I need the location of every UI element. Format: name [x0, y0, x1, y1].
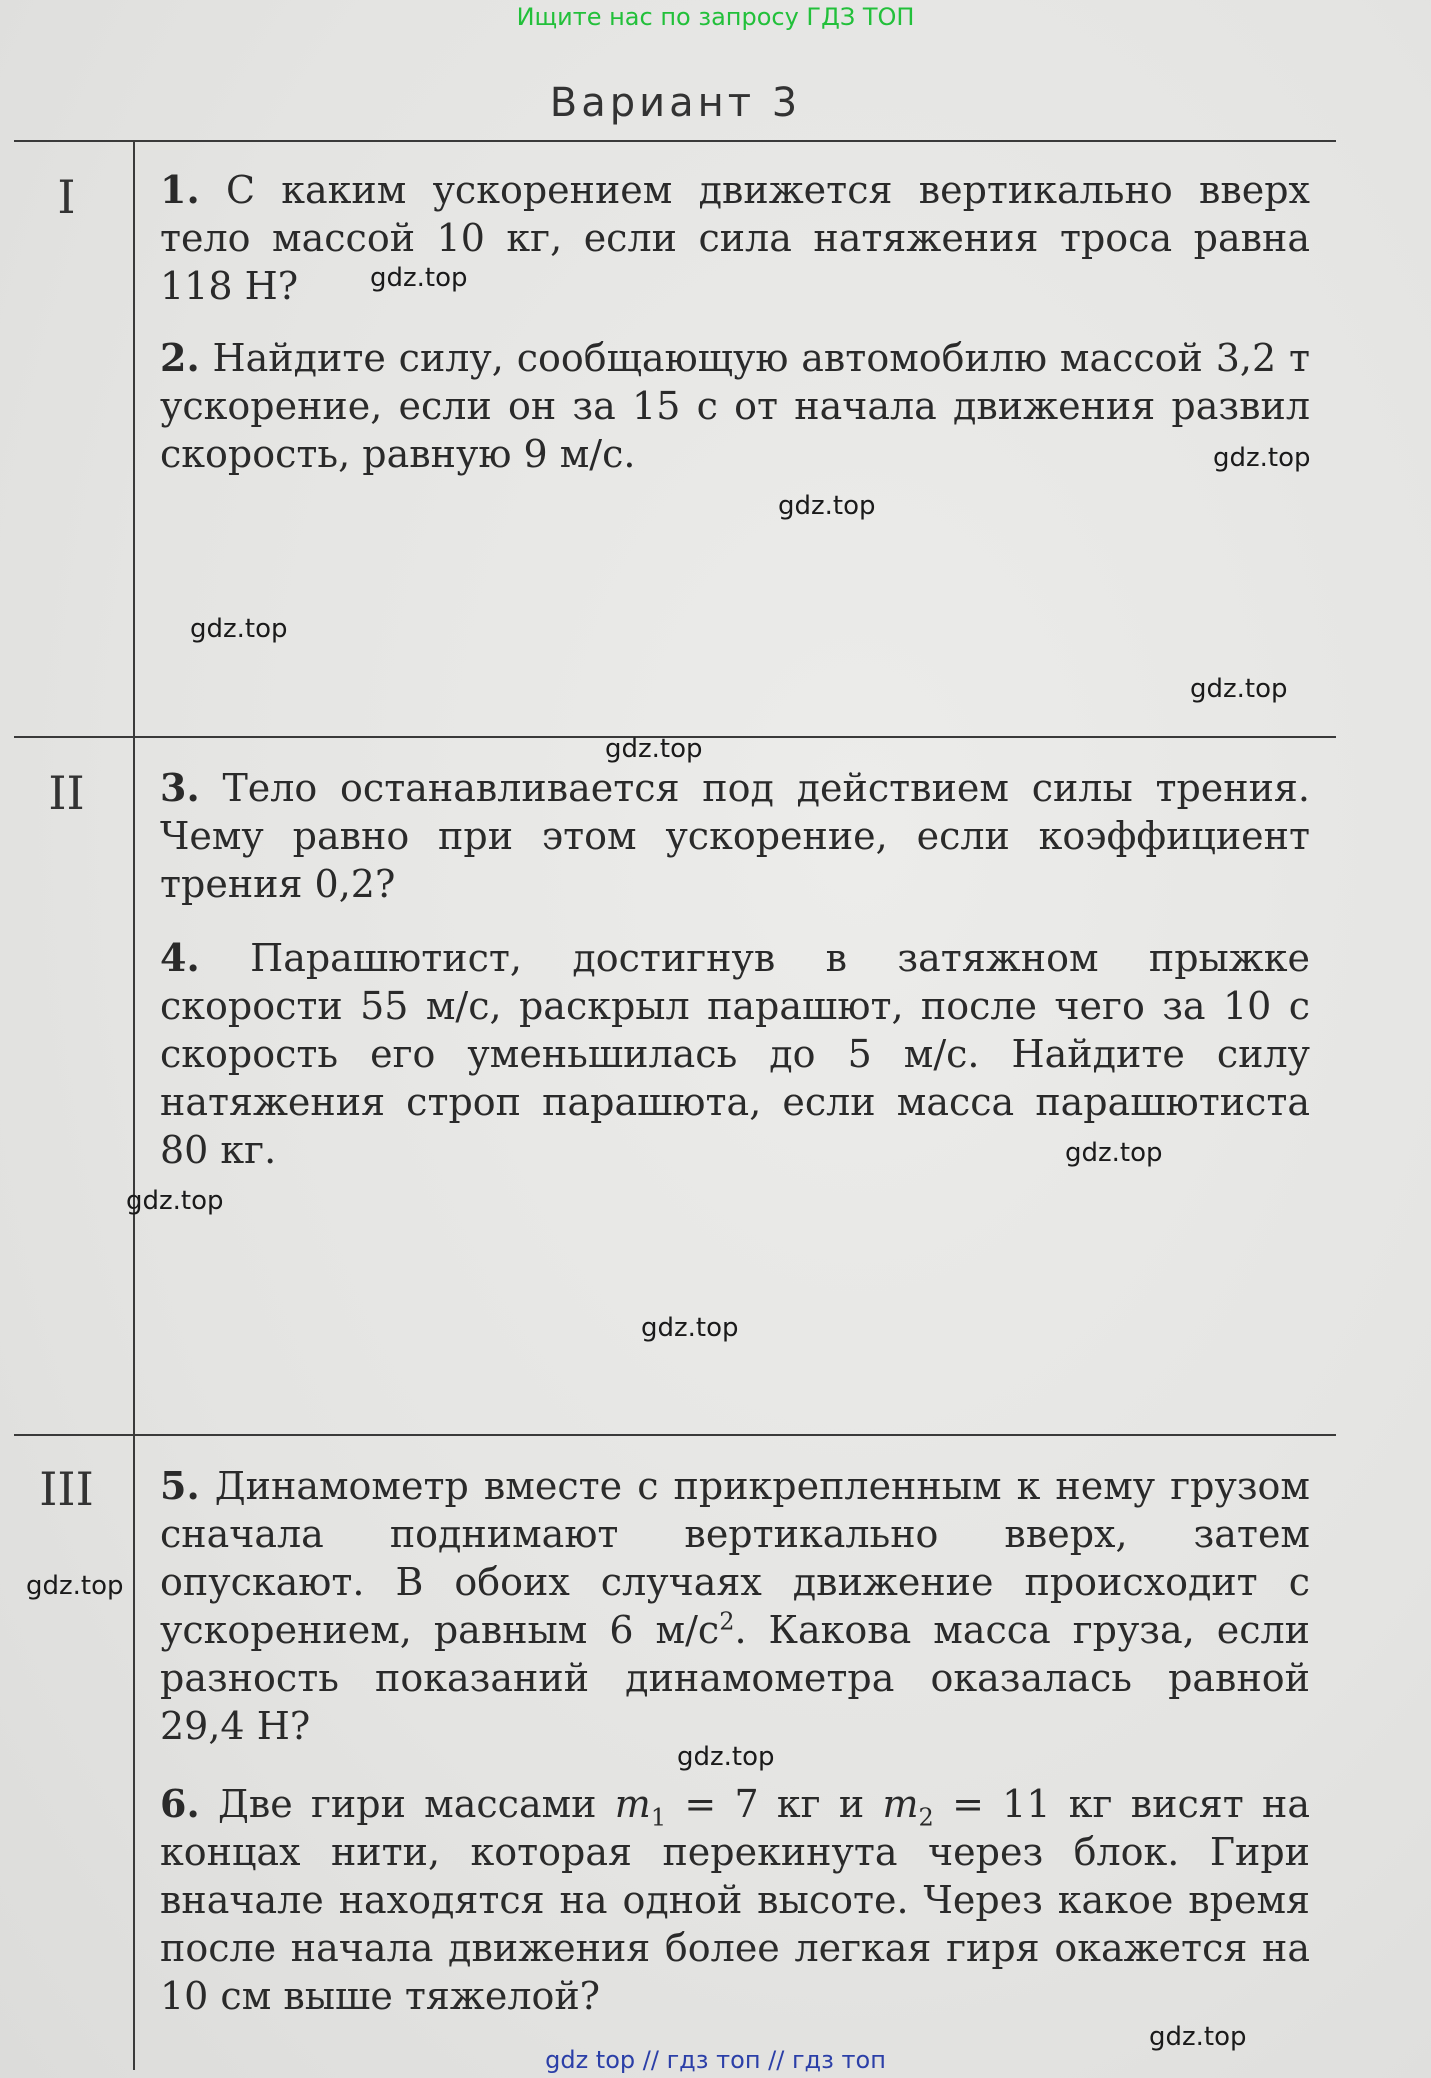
- task-superscript: 2: [719, 1607, 735, 1636]
- section-divider-2: [14, 1434, 1336, 1436]
- bottom-banner: gdz top // гдз топ // гдз топ: [545, 2046, 886, 2074]
- task-3: [160, 764, 1310, 908]
- task-number: 6.: [160, 1781, 200, 1826]
- task-5: [160, 1462, 1310, 1750]
- watermark: gdz.top: [190, 614, 288, 644]
- task-number: 1.: [160, 167, 200, 212]
- mass-symbol-1: m: [614, 1782, 651, 1826]
- mass-subscript-2: 2: [918, 1803, 934, 1832]
- watermark: gdz.top: [1190, 674, 1288, 704]
- task-1: [160, 166, 1310, 310]
- task-number: 2.: [160, 335, 200, 380]
- task-text-after: . Какова масса груза, если разность показаний динамометра оказалась равной 29,4 Н?: [160, 1608, 1311, 1748]
- watermark: gdz.top: [1065, 1138, 1163, 1168]
- task-text: Тело останавливается под действием силы трения. Чему равно при этом ускорение, если коэффициент трения 0,2?: [160, 766, 1310, 906]
- watermark: gdz.top: [605, 734, 703, 764]
- mass-symbol-2: m: [882, 1782, 919, 1826]
- section-number-3: III: [39, 1462, 94, 1516]
- task-number: 3.: [160, 765, 200, 810]
- task-text: С каким ускорением движется вертикально вверх тело массой 10 кг, если сила натяжения троса равна 118 Н?: [160, 168, 1310, 308]
- variant-title: Вариант 3: [549, 80, 802, 126]
- task-text: Парашютист, достигнув в затяжном прыжке скорости 55 м/с, раскрыл парашют, после чего за 10 с скорость его уменьшилась до 5 м/с. Найдите силу натяжения строп парашюта, если масса парашютиста 80 кг.: [160, 936, 1310, 1172]
- table-column-rule: [133, 140, 135, 2070]
- task-text: Две гири массами: [217, 1782, 615, 1826]
- task-6: [160, 1780, 1310, 2020]
- mass-subscript-1: 1: [650, 1803, 667, 1832]
- watermark: gdz.top: [1213, 443, 1311, 473]
- table-top-rule: [14, 140, 1336, 142]
- section-number-2: II: [48, 766, 85, 820]
- watermark: gdz.top: [778, 491, 876, 521]
- task-text: = 11 кг висят на концах нити, которая перекинута через блок. Гири вначале находятся на одной высоте. Через какое время после начала движения более легкая гиря окажется на 10 см выше тяжелой?: [160, 1782, 1310, 2018]
- top-banner: Ищите нас по запросу ГДЗ ТОП: [516, 3, 915, 31]
- watermark: gdz.top: [126, 1186, 224, 1216]
- watermark: gdz.top: [641, 1313, 739, 1343]
- task-number: 4.: [160, 935, 200, 980]
- watermark: gdz.top: [370, 263, 468, 293]
- watermark: gdz.top: [677, 1742, 775, 1772]
- task-text: Динамометр вместе с прикрепленным к нему грузом сначала поднимают вертикально вверх, затем опускают. В обоих случаях движение происходит с ускорением, равным 6 м/с: [160, 1464, 1310, 1652]
- watermark: gdz.top: [26, 1571, 124, 1601]
- task-text: = 7 кг и: [666, 1782, 883, 1826]
- watermark: gdz.top: [1149, 2022, 1247, 2052]
- task-text: Найдите силу, сообщающую автомобилю массой 3,2 т ускорение, если он за 15 с от начала движения развил скорость, равную 9 м/с.: [160, 336, 1310, 476]
- section-number-1: I: [57, 170, 76, 224]
- task-2: [160, 334, 1310, 478]
- task-number: 5.: [160, 1463, 200, 1508]
